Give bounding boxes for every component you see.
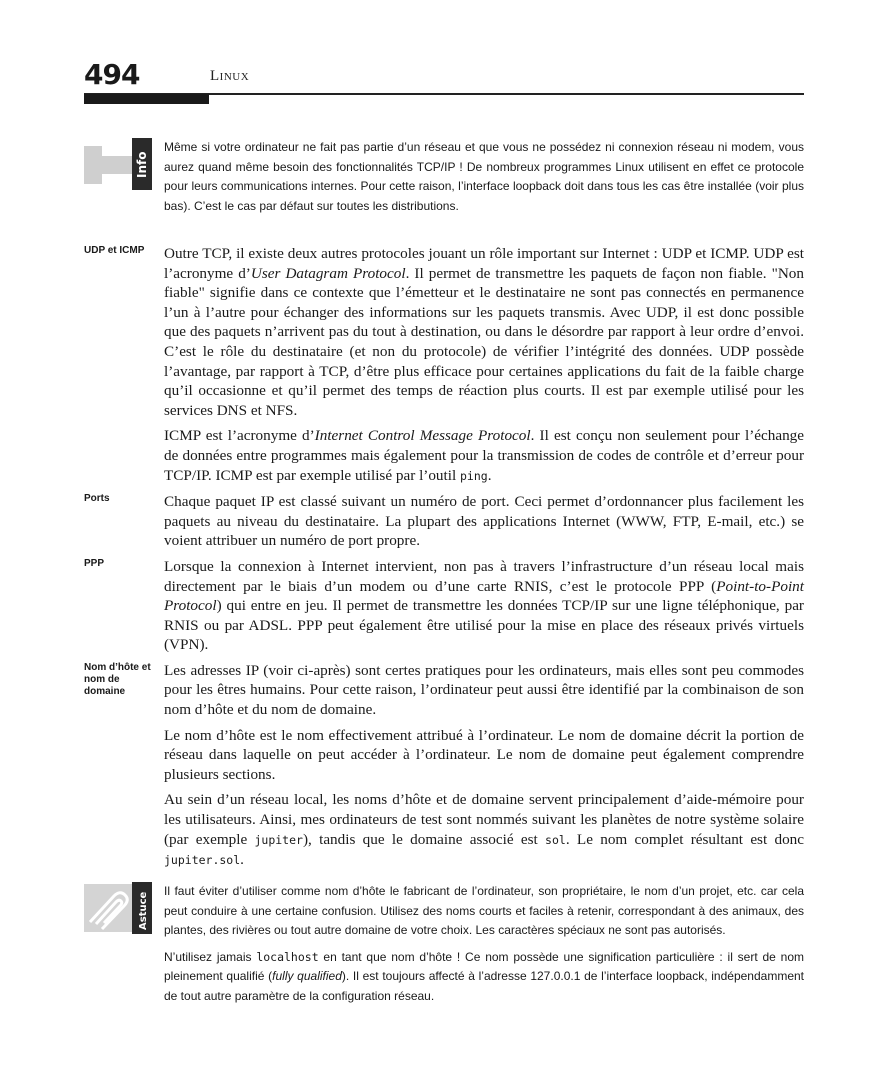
section-hostname <box>84 661 804 871</box>
section-ppp <box>84 557 804 655</box>
astuce-paragraph-2: N’utilisez jamais localhost en tant que nom d’hôte ! Ce nom possède une signification particulière : il sert de nom pleinement qualifié (fully qualified). Il est toujours affecté à l’adresse 127.0.0.1 de l’interface loopback, indépendamment de tout autre paramètre de la configuration réseau. <box>164 949 804 1003</box>
margin-label-ports: Ports <box>84 493 110 505</box>
astuce-paragraph-1: Il faut éviter d’utiliser comme nom d’hôte le fabricant de l’ordinateur, son propriétaire, le nom d’un projet, etc. car cela peut conduire à une certaine confusion. Utilisez des noms courts et faciles à retenir, correspondant à des animaux, des plantes, des rivières ou tout autre domaine de votre choix. Les caractères spéciaux ne sont pas autorisés. <box>164 884 804 937</box>
ppp-paragraph: Lorsque la connexion à Internet intervient, non pas à travers l’infrastructure d’un réseau local mais directement par le biais d’un modem ou d’une carte RNIS, c’est le protocole PPP (Point-to-Point Protocol) qui entre en jeu. Il permet de transmettre les données TCP/IP sur une ligne téléphonique, par RNIS ou par ADSL. PPP peut également être utilisé pour la mise en place des réseaux privés virtuels (VPN). <box>164 557 804 654</box>
margin-label-udp: UDP et ICMP <box>84 245 145 256</box>
margin-label-ppp: PPP <box>84 557 105 569</box>
margin-label-hostname: Nom d’hôte et nom de domaine <box>84 661 151 697</box>
astuce-paperclip-icon <box>84 882 154 936</box>
hostname-paragraph-1: Les adresses IP (voir ci-après) sont certes pratiques pour les ordinateurs, mais elles sont peu commodes pour les êtres humains. Pour cette raison, l’ordinateur peut aussi être identifié par la combinaison de son nom d’hôte et du nom de domaine. <box>164 661 804 719</box>
section-udp-icmp <box>84 244 804 486</box>
ports-paragraph: Chaque paquet IP est classé suivant un numéro de port. Ceci permet d’ordonnancer plus facilement les paquets au niveau du destinataire. La plupart des applications Internet (WWW, FTP, E-mail, etc.) se voient attribuer un numéro de port propre. <box>164 493 804 550</box>
info-icon <box>84 138 154 192</box>
page-header <box>84 52 804 104</box>
main-content <box>84 244 804 871</box>
astuce-note <box>84 882 804 1013</box>
page-number: 494 <box>84 58 140 91</box>
section-ports <box>84 492 804 551</box>
info-icon-label: Info <box>135 151 149 178</box>
info-note-text: Même si votre ordinateur ne fait pas partie d’un réseau et que vous ne possédez ni connexion réseau ni modem, vous aurez quand même besoin des fonctionnalités TCP/IP ! De nombreux programmes Linux utilisent en effet ce protocole pour leurs communications internes. Pour cette raison, l’interface loopback doit dans tous les cas être installée (voir plus bas). C’est le cas par défaut sur toutes les distributions. <box>164 140 804 213</box>
header-rule-accent <box>84 94 209 104</box>
astuce-icon-label: Astuce <box>138 891 149 930</box>
udp-paragraph: Outre TCP, il existe deux autres protocoles jouant un rôle important sur Internet : UDP et ICMP. UDP est l’acronyme d’User Datagram Protocol. Il permet de transmettre les paquets de façon non fiable. "Non fiable" signifie dans ce contexte que l’émetteur et le destinataire ne sont pas connectés en permanence l’un à l’autre pour échanger des informations sur les paquets transmis. Avec UDP, il est donc possible que des paquets n’arrivent pas du tout à destination, ou dans le désordre par rapport à leur ordre d’envoi. C’est le rôle du destinataire (et non du protocole) de vérifier l’intégrité des données. UDP possède l’avantage, par rapport à TCP, d’être plus efficace pour certaines applications du fait de la faible charge qu’il occasionne et qu’il permet des temps de réaction plus courts. Il est par exemple utilisé pour les services DNS et NFS. <box>164 245 804 419</box>
info-note <box>84 138 804 223</box>
running-title: Linux <box>210 68 250 84</box>
icmp-paragraph: ICMP est l’acronyme d’Internet Control Message Protocol. Il est conçu non seulement pour l’échange de données entre programmes mais également pour la transmission de codes de contrôle et d’erreur pour TCP/IP. ICMP est par exemple utilisé par l’outil ping. <box>164 427 804 484</box>
hostname-paragraph-2: Le nom d’hôte est le nom effectivement attribué à l’ordinateur. Le nom de domaine décrit la portion de réseau dans laquelle on peut accéder à l’ordinateur. Le nom de domaine peut également comprendre plusieurs sections. <box>164 726 804 783</box>
hostname-paragraph-3: Au sein d’un réseau local, les noms d’hôte et de domaine servent principalement d’aide-mémoire pour les utilisateurs. Ainsi, mes ordinateurs de test sont nommés suivant les planètes de notre système solaire (par exemple jupiter), tandis que le domaine associé est sol. Le nom complet résultant est donc jupiter.sol. <box>164 791 804 869</box>
